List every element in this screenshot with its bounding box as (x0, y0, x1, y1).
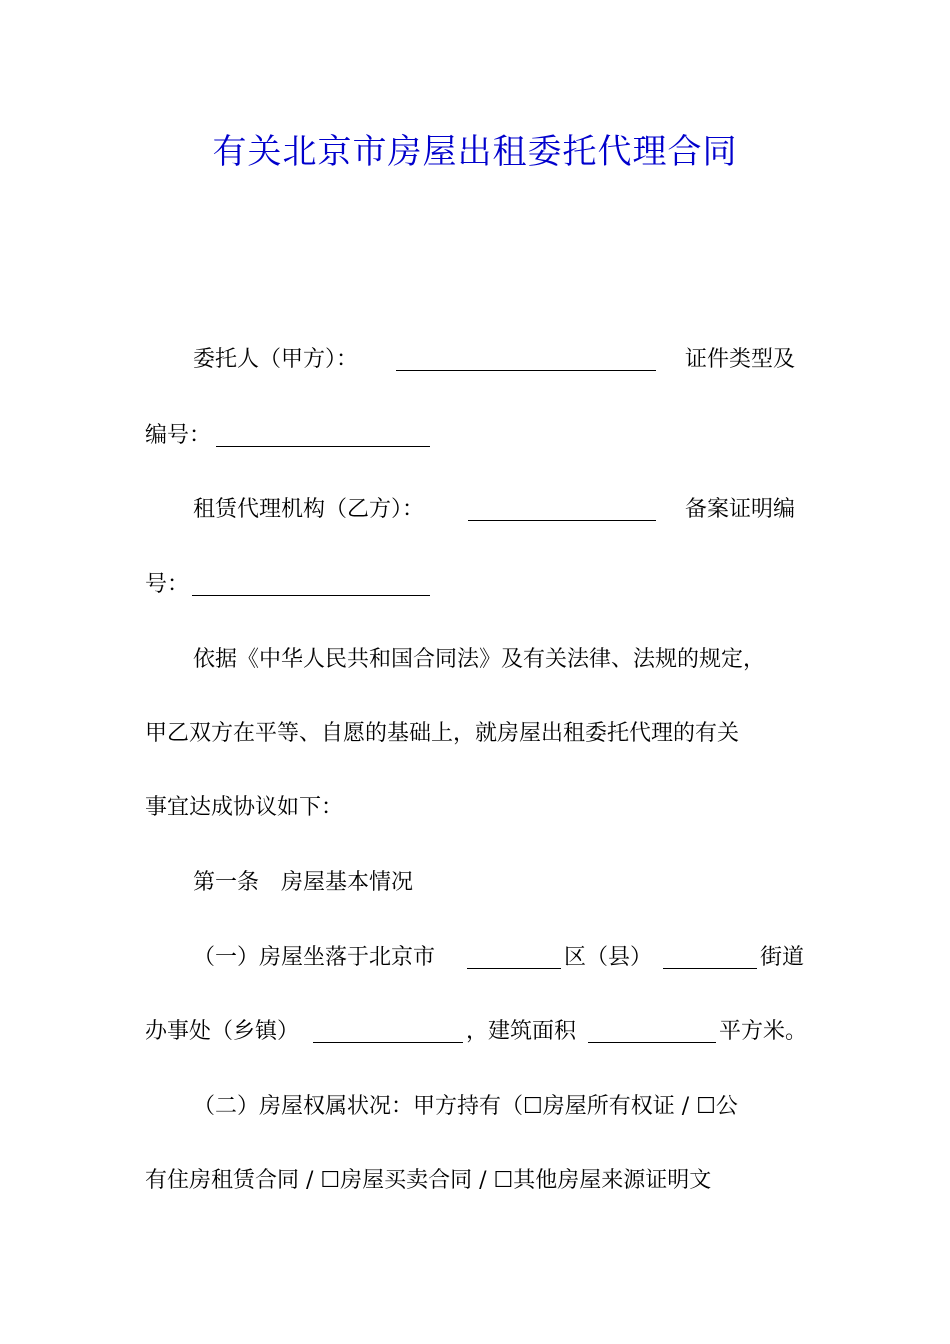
district-label: 区（县） (564, 945, 653, 970)
preamble-line-3 (0, 790, 950, 826)
street-blank[interactable] (663, 968, 757, 969)
article-1-text: 第一条 房屋基本情况 (193, 870, 414, 895)
id-number-blank[interactable] (216, 446, 430, 447)
filing-cert-label: 备案证明编 (685, 497, 796, 522)
office-label: 办事处（乡镇） (145, 1019, 300, 1044)
item-2-line-1 (0, 1089, 950, 1125)
agent-label: 租赁代理机构（乙方）： (193, 497, 425, 522)
id-type-label: 证件类型及 (685, 347, 796, 372)
id-number-line (0, 418, 950, 454)
district-blank[interactable] (467, 968, 561, 969)
item-1-line-2 (0, 1014, 950, 1050)
preamble-text-1: 依据《中华人民共和国合同法》及有关法律、法规的规定， (193, 647, 766, 672)
street-label: 街道 (760, 945, 805, 970)
ownership-text-1: （二）房屋权属状况：甲方持有（☐房屋所有权证 / ☐公 (193, 1094, 738, 1119)
document-title: 有关北京市房屋出租委托代理合同 (212, 132, 738, 172)
principal-label: 委托人（甲方）： (193, 347, 359, 372)
ownership-text-2: 有住房租赁合同 / ☐房屋买卖合同 / ☐其他房屋来源证明文 (145, 1168, 712, 1193)
item-2-line-2 (0, 1163, 950, 1199)
item-1-line-1 (0, 940, 950, 976)
filing-number-blank[interactable] (192, 595, 430, 596)
preamble-line-1 (0, 642, 950, 678)
filing-number-line (0, 567, 950, 603)
area-blank[interactable] (588, 1042, 716, 1043)
preamble-text-3: 事宜达成协议如下： (145, 795, 344, 820)
area-label: ，建筑面积 (466, 1019, 577, 1044)
township-blank[interactable] (313, 1042, 463, 1043)
preamble-line-2 (0, 716, 950, 752)
article-1-heading (0, 865, 950, 901)
agent-name-blank[interactable] (468, 520, 656, 521)
area-unit-label: 平方米。 (719, 1019, 808, 1044)
preamble-text-2: 甲乙双方在平等、自愿的基础上，就房屋出租委托代理的有关 (145, 721, 740, 746)
principal-line (0, 342, 950, 378)
filing-number-label: 号： (145, 572, 190, 597)
id-number-label: 编号： (145, 423, 212, 448)
location-label: （一）房屋坐落于北京市 (193, 945, 436, 970)
agent-line (0, 492, 950, 528)
principal-name-blank[interactable] (396, 370, 656, 371)
